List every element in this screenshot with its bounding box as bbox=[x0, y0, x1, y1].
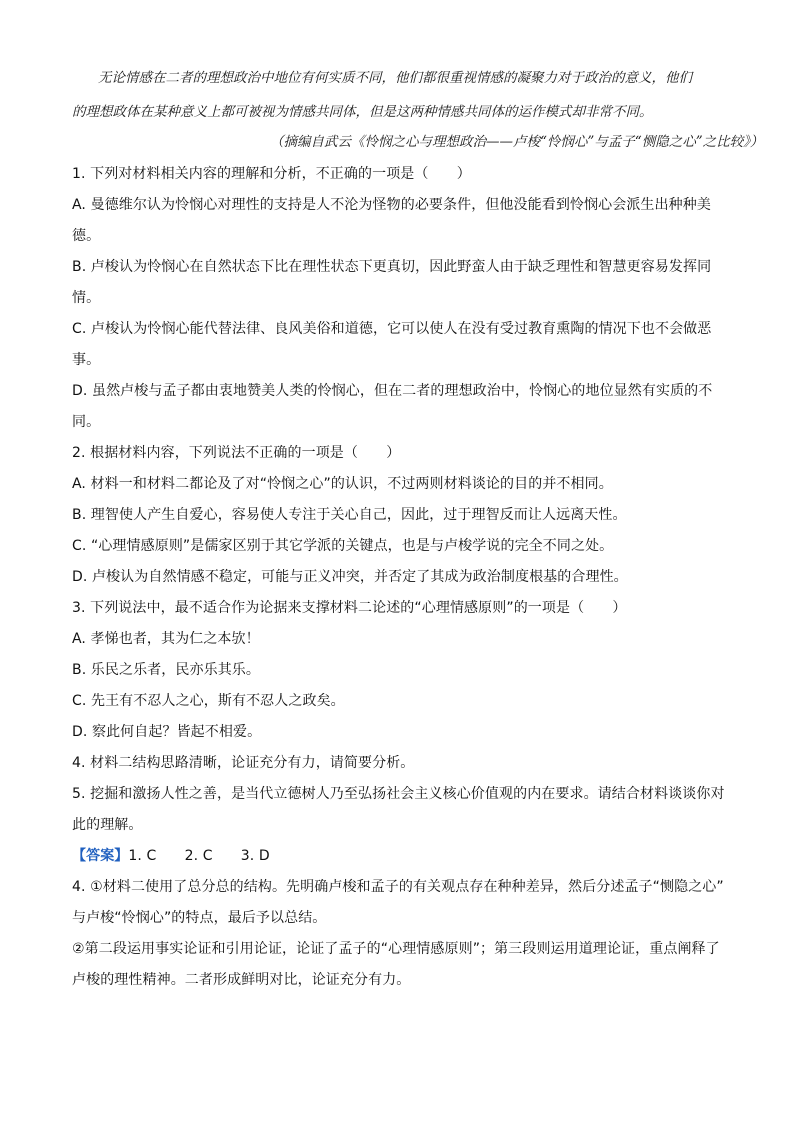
q1-option-c: C. 卢梭认为怜悯心能代替法律、良风美俗和道德，它可以使人在没有受过教育熏陶的情况下也不会做恶 bbox=[72, 321, 712, 337]
q4-stem: 4. 材料二结构思路清晰，论证充分有力，请简要分析。 bbox=[72, 755, 415, 771]
q3-option-c: C. 先王有不忍人之心，斯有不忍人之政矣。 bbox=[72, 693, 345, 709]
answer-line bbox=[72, 845, 270, 865]
q1-option-b: B. 卢梭认为怜悯心在自然状态下比在理性状态下更真切，因此野蛮人由于缺乏理性和智慧更容易发挥同 bbox=[72, 259, 712, 275]
q1-option-a: A. 曼德维尔认为怜悯心对理性的支持是人不沦为怪物的必要条件，但他没能看到怜悯心会派生出种种美 bbox=[72, 197, 711, 213]
q1-option-d: D. 虽然卢梭与孟子都由衷地赞美人类的怜悯心，但在二者的理想政治中，怜悯心的地位显然有实质的不 bbox=[72, 383, 713, 399]
q1-option-d-cont: 同。 bbox=[72, 414, 101, 430]
q1-stem: 1. 下列对材料相关内容的理解和分析，不正确的一项是（ ） bbox=[72, 166, 471, 182]
q3-option-d: D. 察此何自起？皆起不相爱。 bbox=[72, 724, 262, 740]
passage-line-2: 的理想政体在某种意义上都可被视为情感共同体，但是这两种情感共同体的运作模式却非常不同。 bbox=[72, 104, 653, 120]
passage-source: （摘编自武云《怜悯之心与理想政治——卢梭“怜悯心”与孟子“恻隐之心”之比较》） bbox=[270, 134, 764, 150]
q5-stem: 5. 挖掘和激扬人性之善，是当代立德树人乃至弘扬社会主义核心价值观的内在要求。请结合材料谈谈你对 bbox=[72, 786, 725, 802]
passage-line-1: 无论情感在二者的理想政治中地位有何实质不同，他们都很重视情感的凝聚力对于政治的意义，他们 bbox=[98, 70, 692, 86]
q2-option-c: C. “心理情感原则”是儒家区别于其它学派的关键点，也是与卢梭学说的完全不同之处。 bbox=[72, 538, 614, 554]
q2-stem: 2. 根据材料内容，下列说法不正确的一项是（ ） bbox=[72, 445, 401, 461]
answer-4-line-1: 4. ①材料二使用了总分总的结构。先明确卢梭和孟子的有关观点存在种种差异，然后分述孟子“恻隐之心” bbox=[72, 879, 724, 895]
answer-4-line-3: ②第二段运用事实论证和引用论证，论证了孟子的“心理情感原则”；第三段则运用道理论证，重点阐释了 bbox=[72, 941, 720, 957]
q1-option-a-cont: 德。 bbox=[72, 228, 101, 244]
q2-option-d: D. 卢梭认为自然情感不稳定，可能与正义冲突，并否定了其成为政治制度根基的合理性。 bbox=[72, 569, 628, 585]
q2-option-a: A. 材料一和材料二都论及了对“怜悯之心”的认识，不过两则材料谈论的目的并不相同。 bbox=[72, 476, 613, 492]
answer-tag: 【答案】 bbox=[72, 848, 129, 864]
q3-option-b: B. 乐民之乐者，民亦乐其乐。 bbox=[72, 662, 261, 678]
q3-stem: 3. 下列说法中，最不适合作为论据来支撑材料二论述的“心理情感原则”的一项是（ ） bbox=[72, 600, 627, 616]
answer-4-line-4: 卢梭的理性精神。二者形成鲜明对比，论证充分有力。 bbox=[72, 972, 411, 988]
q3-option-a: A. 孝悌也者，其为仁之本欤！ bbox=[72, 631, 260, 647]
q2-option-b: B. 理智使人产生自爱心，容易使人专注于关心自己，因此，过于理智反而让人远离天性。 bbox=[72, 507, 627, 523]
answer-4-line-2: 与卢梭“怜悯心”的特点，最后予以总结。 bbox=[72, 910, 327, 926]
answer-choices: 1. C 2. C 3. D bbox=[128, 848, 270, 864]
q5-stem-cont: 此的理解。 bbox=[72, 817, 143, 833]
q1-option-b-cont: 情。 bbox=[72, 290, 101, 306]
q1-option-c-cont: 事。 bbox=[72, 352, 101, 368]
